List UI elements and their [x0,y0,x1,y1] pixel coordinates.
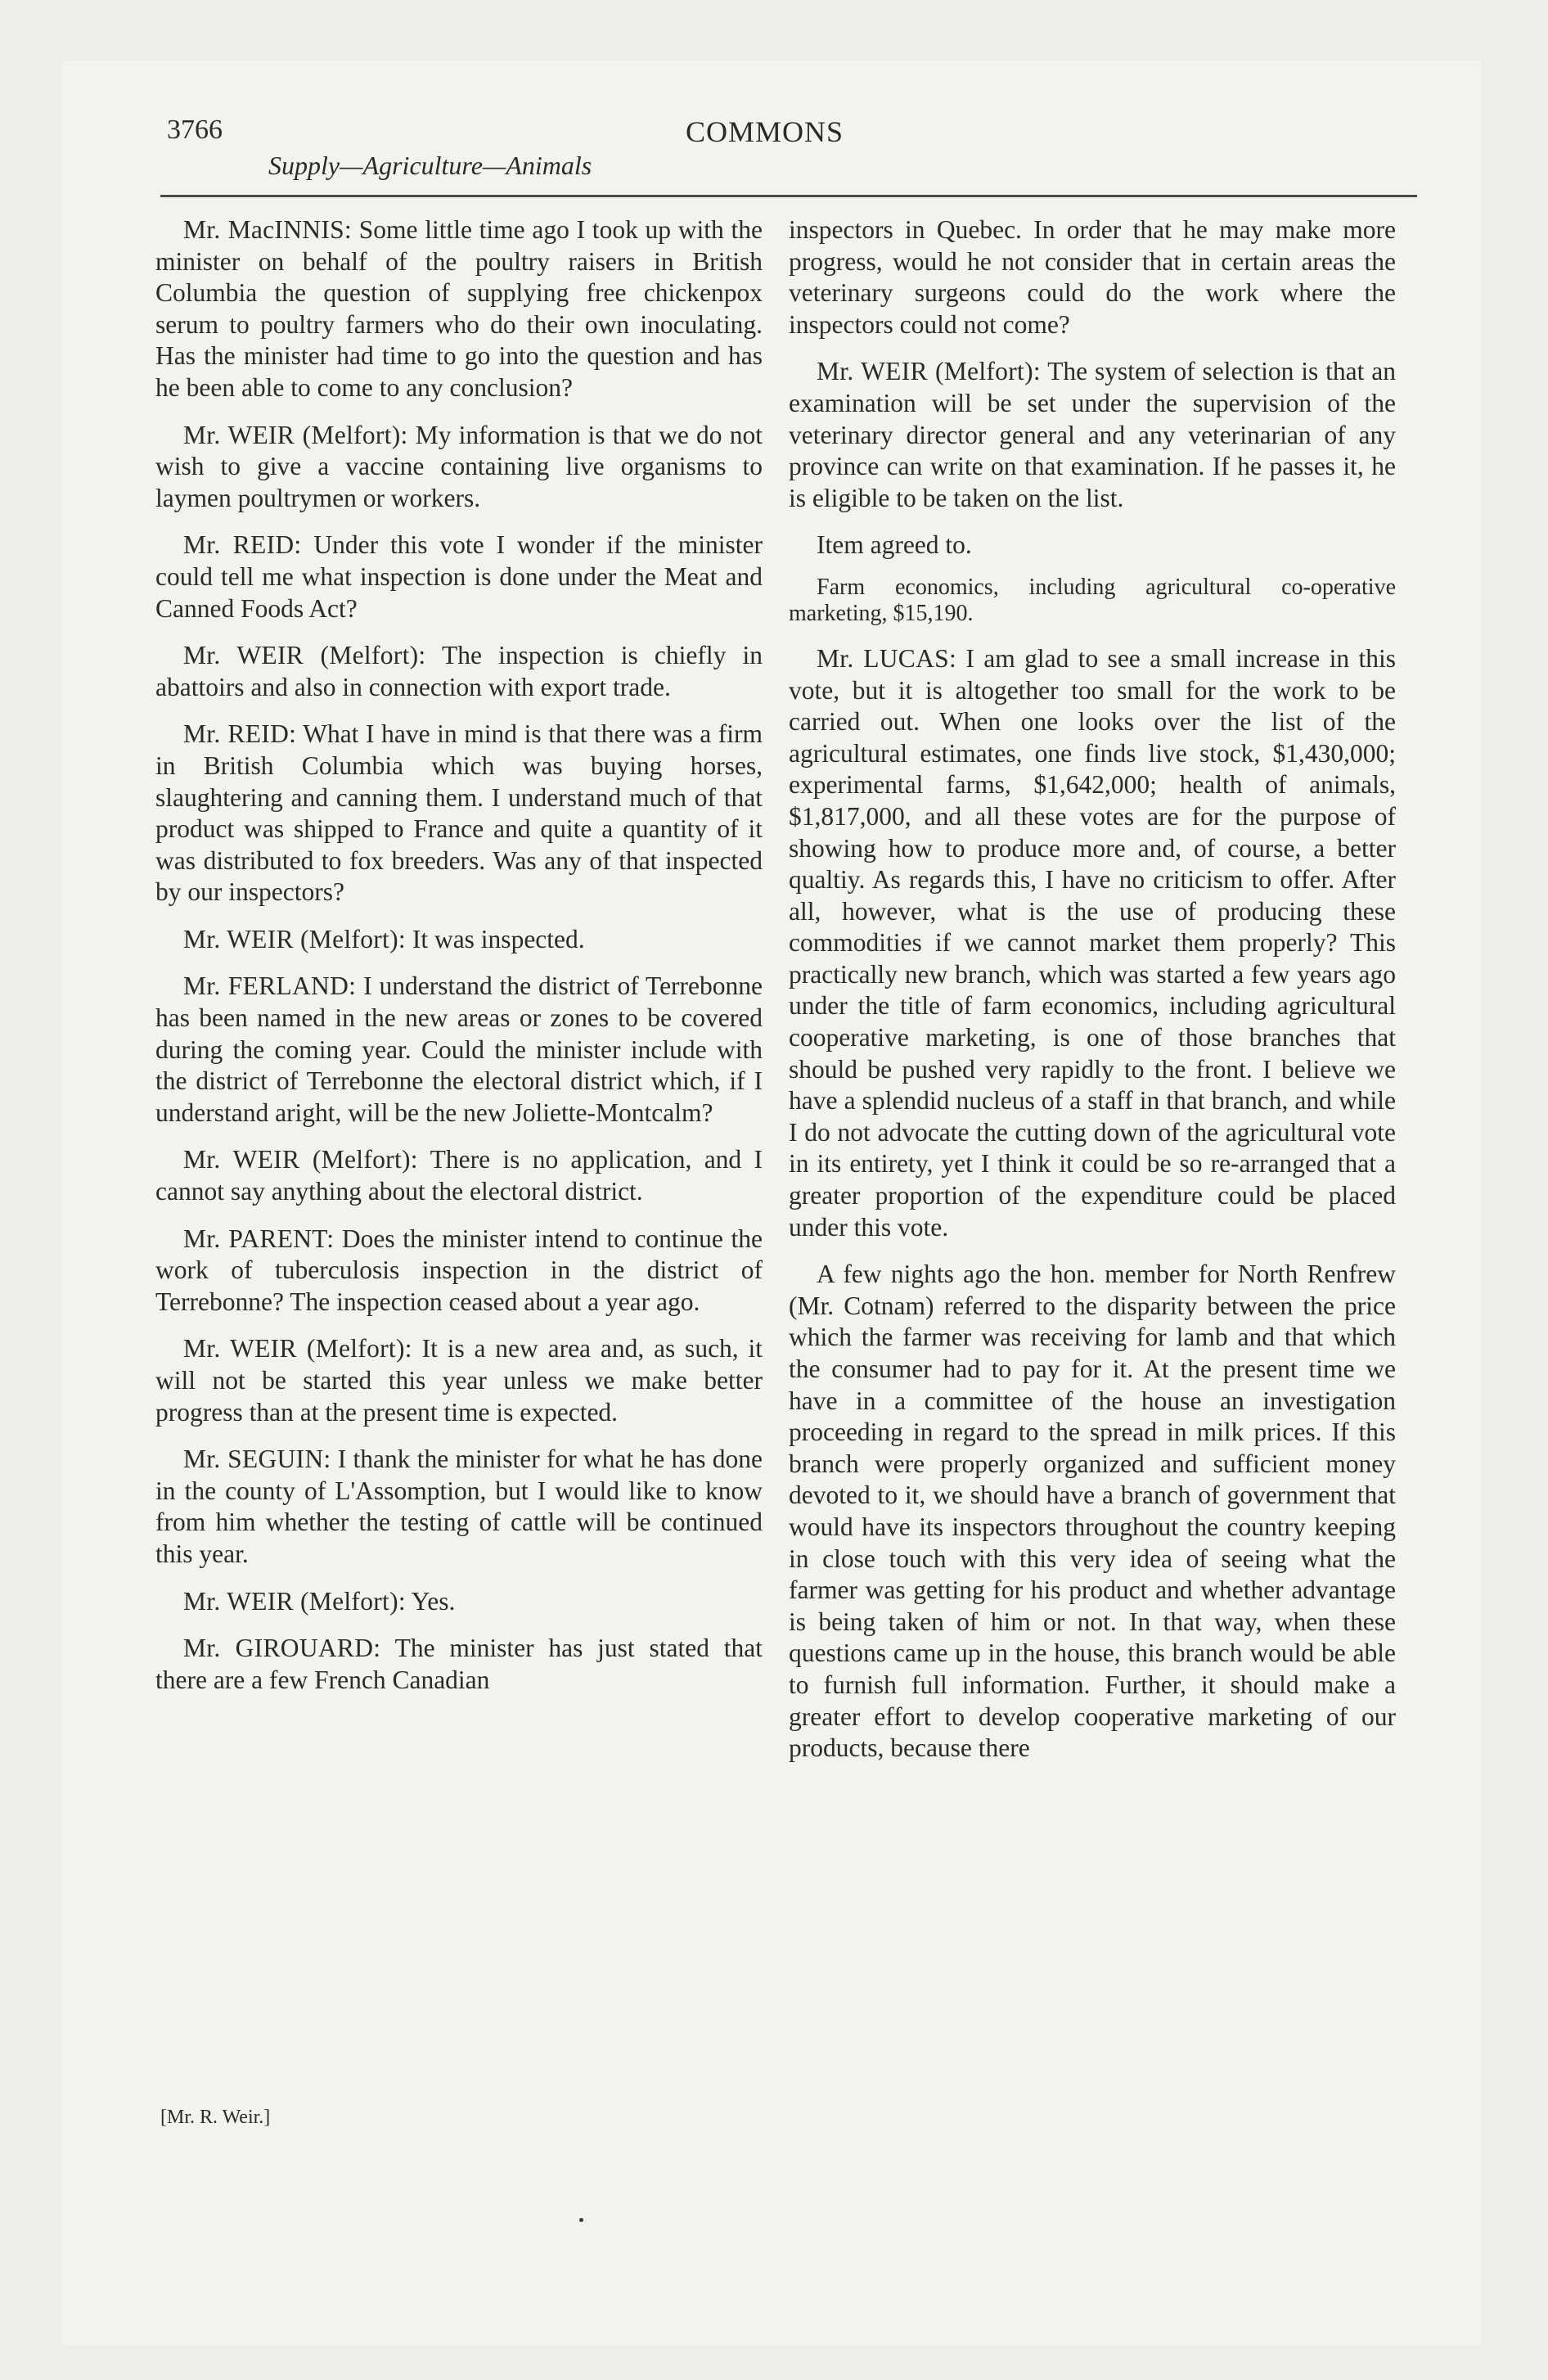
speaker-name: Mr. WEIR (Melfort): [183,924,406,953]
speech-paragraph [155,1333,763,1428]
speech-text: Does the minister intend to continue the work of tuberculosis inspection in the district of Terrebonne? The inspection ceased about a year ago. [155,1224,763,1316]
speaker-name: Mr. FERLAND: [183,971,357,1001]
speech-paragraph [155,530,763,624]
continued-paragraph: inspectors in Quebec. In order that he may make more progress, would he not consider that in certain areas the veterinary surgeons could do the work where the inspectors could not come? [789,215,1396,339]
speaker-name: Mr. GIROUARD: [183,1634,381,1663]
speech-text: What I have in mind is that there was a firm in British Columbia which was buying horses, slaughtering and canning them. I understand much of that product was shipped to France and quite a quantity of it was distributed to fox breeders. Was any of that inspected by our inspectors? [155,719,763,907]
speaker-name: Mr. REID: [183,530,302,560]
speaker-name: Mr. REID: [183,719,297,749]
speech-paragraph [155,971,763,1129]
page-number: 3766 [167,115,223,145]
speech-paragraph [155,420,763,515]
header-rule [160,195,1417,197]
speaker-name: Mr. SEGUIN: [183,1445,331,1474]
right-column [789,214,1396,1780]
left-column [155,214,763,1711]
speech-text: My information is that we do not wish to give a vaccine containing live organisms to laymen poultrymen or workers. [155,420,763,512]
speaker-name: Mr. WEIR (Melfort): [183,1334,412,1364]
footer-note: [Mr. R. Weir.] [160,2107,271,2128]
speaker-name: Mr. WEIR (Melfort): [183,1145,418,1174]
speech-text: The inspection is chiefly in abattoirs and also in connection with export trade. [155,641,763,701]
speaker-name: Mr. WEIR (Melfort): [183,1586,406,1616]
speech-paragraph [155,214,763,404]
running-title: COMMONS [686,115,844,148]
speaker-name: Mr. PARENT: [183,1224,335,1253]
speech-paragraph [789,643,1396,1243]
speech-paragraph [155,640,763,703]
speech-paragraph [155,1444,763,1570]
speech-paragraph [789,356,1396,514]
speech-text: Some little time ago I took up with the minister on behalf of the poultry raisers in British Columbia the question of supplying free chickenpox serum to poultry farmers who do their own inoculating. Has the minister had time to go into the question and has he been able to come to any conclusion? [155,215,763,402]
item-agreed: Item agreed to. [817,530,972,560]
speech-text: It was inspected. [405,924,585,953]
speech-paragraph [155,1224,763,1318]
speech-paragraph-continued: A few nights ago the hon. member for North Renfrew (Mr. Cotnam) referred to the disparity between the price which the farmer was receiving for lamb and that which the consumer had to pay for it. At the present time we have in a committee of the house an investigation proceeding in regard to the spread in milk prices. If this branch were properly organized and sufficient money devoted to it, we should have a branch of government that would have its inspectors throughout the country keeping in close touch with this very idea of seeing what the farmer was getting for his product and whether advantage is being taken of him or not. In that way, when these questions came up in the house, this branch would be able to furnish full information. Further, it should make a greater effort to develop cooperative marketing of our products, because there [789,1260,1396,1763]
vote-item: Farm economics, including agricultural co-operative marketing, $15,190. [789,574,1396,626]
speaker-name: Mr. MacINNIS: [183,215,352,244]
speech-text: Under this vote I wonder if the minister could tell me what inspection is done under the Meat and Canned Foods Act? [155,530,763,623]
speech-paragraph [155,1144,763,1207]
speech-paragraph [155,1633,763,1696]
speech-paragraph [155,719,763,908]
speaker-name: Mr. WEIR (Melfort): [817,357,1041,386]
speech-paragraph [155,1586,763,1618]
speaker-name: Mr. WEIR (Melfort): [183,420,408,449]
speech-text: I thank the minister for what he has done in the county of L'Assomption, but I would like to know from him whether the testing of cattle will be continued this year. [155,1445,763,1568]
speaker-name: Mr. WEIR (Melfort): [183,641,426,670]
speaker-name: Mr. LUCAS: [817,643,957,673]
speech-text: I am glad to see a small increase in this vote, but it is altogether too small for the work to be carried out. When one looks over the list of the agricultural estimates, one finds live stock, $1,430,000; experimental farms, $1,642,000; health of animals, $1,817,000, and all these votes are for the purpose of showing how to produce more and, of course, a better qualtiy. As regards this, I have no criticism to offer. After all, however, what is the use of producing these commodities if we cannot market them properly? This practically new branch, which was started a few years ago under the title of farm economics, including agricultural cooperative marketing, is one of those branches that should be pushed very rapidly to the front. I believe we have a splendid nucleus of a staff in that branch, and while I do not advocate the cutting down of the agricultural vote in its entirety, yet I think it could be so re-arranged that a greater proportion of the expenditure could be placed under this vote. [789,643,1397,1242]
speech-paragraph [155,924,763,956]
speech-text: It is a new area and, as such, it will not be started this year unless we make better progress than at the present time is expected. [155,1334,763,1427]
section-subtitle: Supply—Agriculture—Animals [268,151,592,180]
speech-text: There is no application, and I cannot say anything about the electoral district. [155,1145,763,1206]
page-mark [579,2218,583,2222]
speech-text: I understand the district of Terrebonne has been named in the new areas or zones to be covered during the coming year. Could the minister include with the district of Terrebonne the electoral district which, if I understand aright, will be the new Joliette-Montcalm? [155,971,763,1127]
speech-text: The minister has just stated that there are a few French Canadian [155,1634,763,1694]
speech-text: Yes. [405,1586,456,1616]
speech-text: The system of selection is that an examination will be set under the supervision of the veterinary director general and any veterinarian of any province can write on that examination. If he passes it, he is eligible to be taken on the list. [789,357,1396,512]
